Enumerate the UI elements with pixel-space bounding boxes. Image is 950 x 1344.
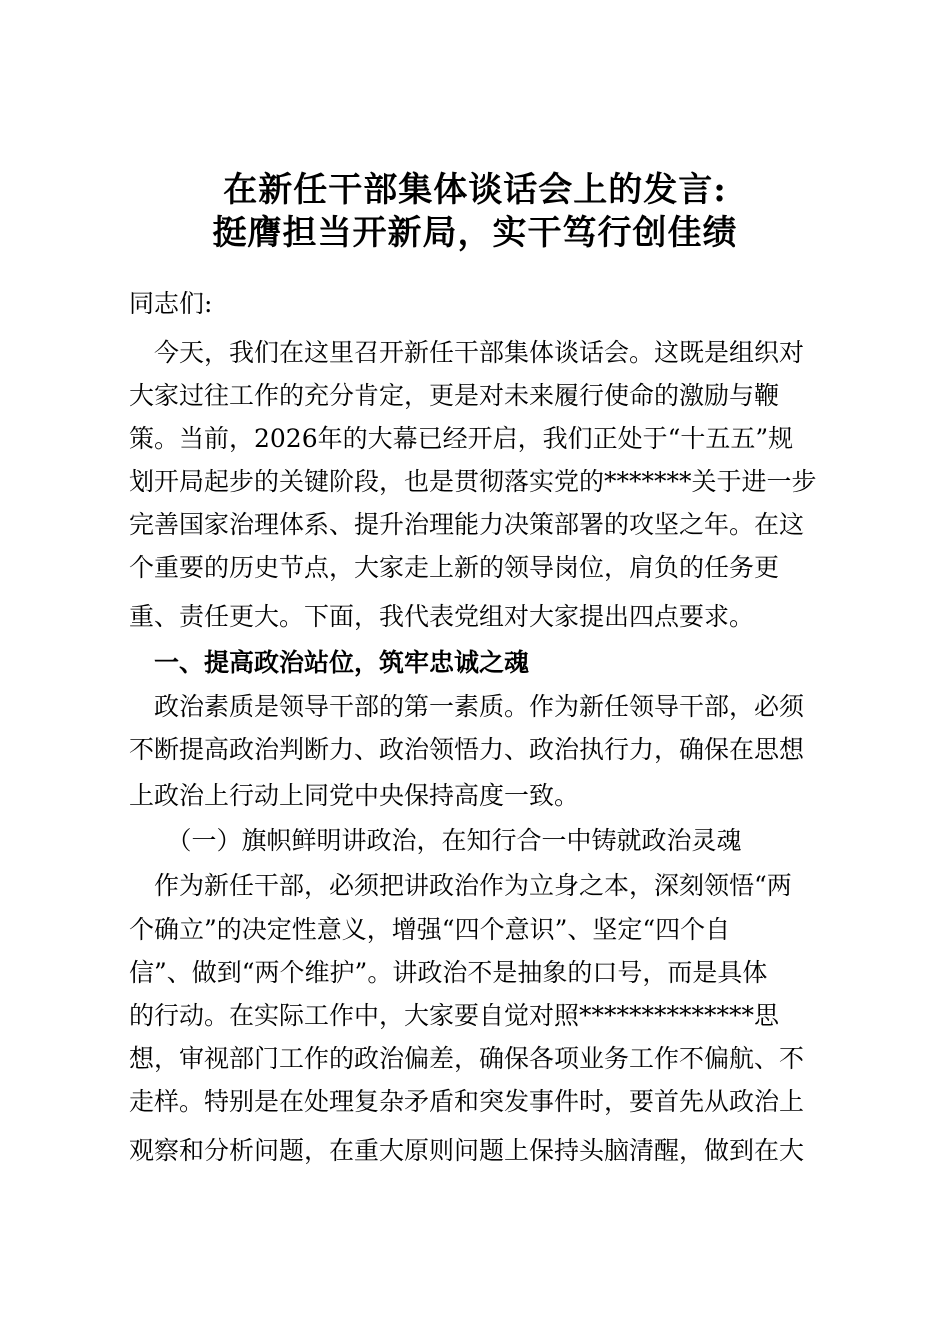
paragraph-line: 想，审视部门工作的政治偏差，确保各项业务工作不偏航、不	[129, 1044, 805, 1073]
subsection-heading: （一）旗帜鲜明讲政治，在知行合一中铸就政治灵魂	[129, 826, 742, 855]
paragraph-line: 个确立”的决定性意义，增强“四个意识”、坚定“四个自	[129, 915, 731, 944]
paragraph-line: 作为新任干部，必须把讲政治作为立身之本，深刻领悟“两	[129, 871, 792, 900]
paragraph-line: 大家过往工作的充分肯定，更是对未来履行使命的激励与鞭	[129, 381, 780, 410]
document-title-line-2: 挺膺担当开新局，实干笃行创佳绩	[212, 213, 738, 253]
paragraph-line: 信”、做到“两个维护”。讲政治不是抽象的口号，而是具体	[129, 958, 768, 987]
paragraph-line: 策。当前，2026年的大幕已经开启，我们正处于“十五五”规	[129, 424, 794, 453]
paragraph-line: 划开局起步的关键阶段，也是贯彻落实党的*******关于进一步	[129, 467, 817, 496]
paragraph-line: 完善国家治理体系、提升治理能力决策部署的攻坚之年。在这	[129, 510, 805, 539]
paragraph-line: 重、责任更大。下面，我代表党组对大家提出四点要求。	[129, 602, 755, 631]
paragraph-line: 今天，我们在这里召开新任干部集体谈话会。这既是组织对	[129, 338, 805, 367]
paragraph-line: 的行动。在实际工作中，大家要自觉对照**************思	[129, 1001, 780, 1030]
paragraph-line: 不断提高政治判断力、政治领悟力、政治执行力，确保在思想	[129, 735, 805, 764]
section-heading: 一、提高政治站位，筑牢忠诚之魂	[129, 648, 530, 677]
paragraph-line: 走样。特别是在处理复杂矛盾和突发事件时，要首先从政治上	[129, 1087, 805, 1116]
document-title-line-1: 在新任干部集体谈话会上的发言:	[223, 170, 727, 210]
paragraph-line: 上政治上行动上同党中央保持高度一致。	[129, 781, 580, 810]
paragraph-line: 政治素质是领导干部的第一素质。作为新任领导干部，必须	[129, 692, 805, 721]
salutation: 同志们:	[129, 289, 213, 318]
paragraph-line: 观察和分析问题，在重大原则问题上保持头脑清醒，做到在大	[129, 1136, 805, 1165]
paragraph-line: 个重要的历史节点，大家走上新的领导岗位，肩负的任务更	[129, 553, 780, 582]
